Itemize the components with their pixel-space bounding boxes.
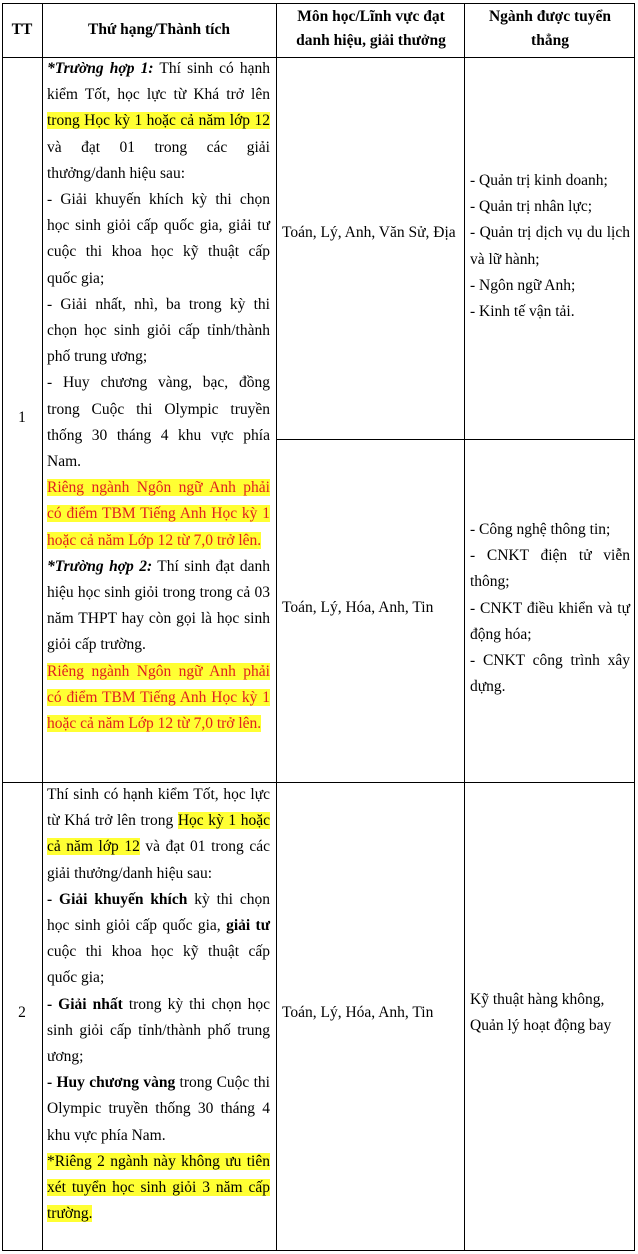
header-tt: TT [11,21,33,38]
case2-label: *Trường hợp 2: [47,557,153,575]
row2-subject: Toán, Lý, Hóa, Anh, Tin [282,1004,434,1021]
major-b-3: - CNKT điều khiển và tự động hóa; [470,599,630,643]
case1-item-1: - Giải khuyến khích kỳ thi chọn học sinh giỏi cấp quốc gia, giải tư cuộc thi khoa học kỹ thuật cấp quốc gia; [47,191,270,287]
row2-number: 2 [18,1004,26,1021]
row1-number: 1 [18,409,26,426]
header-rank: Thứ hạng/Thành tích [88,21,230,38]
major-b-4: - CNKT công trình xây dựng. [470,652,630,696]
case1-item-2: - Giải nhất, nhì, ba trong kỳ thi chọn học sinh giỏi cấp tỉnh/thành phố trung ương; [47,295,270,366]
major-a-5: - Kinh tế vận tải. [470,303,575,321]
row1-majors-a [470,168,630,325]
case1-note: Riêng ngành Ngôn ngữ Anh phải có điểm TBM Tiếng Anh Học kỳ 1 hoặc cả năm Lớp 12 từ 7,0 trở lên. [47,479,270,549]
row2-majors: Kỹ thuật hàng không, Quản lý hoạt động bay [470,991,612,1035]
case1-label: *Trường hợp 1: [47,60,154,77]
row2-intro-highlight: Học kỳ 1 hoặc cả năm lớp 12 [47,812,270,856]
row1-achievements [47,56,270,737]
major-a-4: - Ngôn ngữ Anh; [470,276,576,294]
row2-intro: Thí sinh có hạnh kiểm Tốt, học lực từ Khá trở lên trong Học kỳ 1 hoặc cả năm lớp 12 và đạt 01 trong các giải thưởng/danh hiệu sau: [47,786,270,882]
row2-item-1: - Giải khuyến khích kỳ thi chọn học sinh giỏi cấp quốc gia, giải tư cuộc thi khoa học kỹ thuật cấp quốc gia; [47,890,271,987]
case1-intro-b: và đạt 01 trong các giải thưởng/danh hiệu sau: [47,138,270,182]
case2-note: Riêng ngành Ngôn ngữ Anh phải có điểm TBM Tiếng Anh Học kỳ 1 hoặc cả năm Lớp 12 từ 7,0 trở lên. [47,662,270,733]
row2-note: *Riêng 2 ngành này không ưu tiên xét tuyển học sinh giỏi 3 năm cấp trường. [47,1152,270,1223]
row2-item-3: - Huy chương vàng trong Cuộc thi Olympic truyền thống 30 tháng 4 khu vực phía Nam. [47,1074,270,1144]
major-a-3: - Quản trị dịch vụ du lịch và lữ hành; [470,224,630,268]
header-major: Ngành được tuyển thẳng [488,8,612,49]
case1-intro-a: Thí sinh có hạnh kiểm Tốt, học lực từ Khá trở lên [47,60,271,104]
row1-subject-a: Toán, Lý, Anh, Văn Sử, Địa [282,224,456,241]
major-b-1: - Công nghệ thông tin; [470,521,611,538]
row1-subject-b: Toán, Lý, Hóa, Anh, Tin [282,599,434,616]
case2-paragraph [47,554,270,659]
case1-highlight: trong Học kỳ 1 hoặc cả năm lớp 12 [47,112,270,130]
header-subject: Môn học/Lĩnh vực đạt danh hiệu, giải thưởng [296,8,446,49]
major-a-1: - Quản trị kinh doanh; [470,172,608,189]
major-b-2: - CNKT điện tử viễn thông; [470,547,630,591]
case1-item-3: - Huy chương vàng, bạc, đồng trong Cuộc thi Olympic truyền thống 30 tháng 4 khu vực phía Nam. [47,374,270,471]
case1-paragraph [47,56,270,187]
row1-majors-b [470,517,630,700]
row2-item-2: - Giải nhất trong kỳ thi chọn học sinh giỏi cấp tỉnh/thành phố trung ương; [47,995,271,1066]
row2-achievements [47,782,270,1227]
case2-text: Thí sinh đạt danh hiệu học sinh giỏi trong trong cả 03 năm THPT hay còn gọi là học sinh giỏi cấp trường. [47,557,271,654]
major-a-2: - Quản trị nhân lực; [470,198,593,216]
